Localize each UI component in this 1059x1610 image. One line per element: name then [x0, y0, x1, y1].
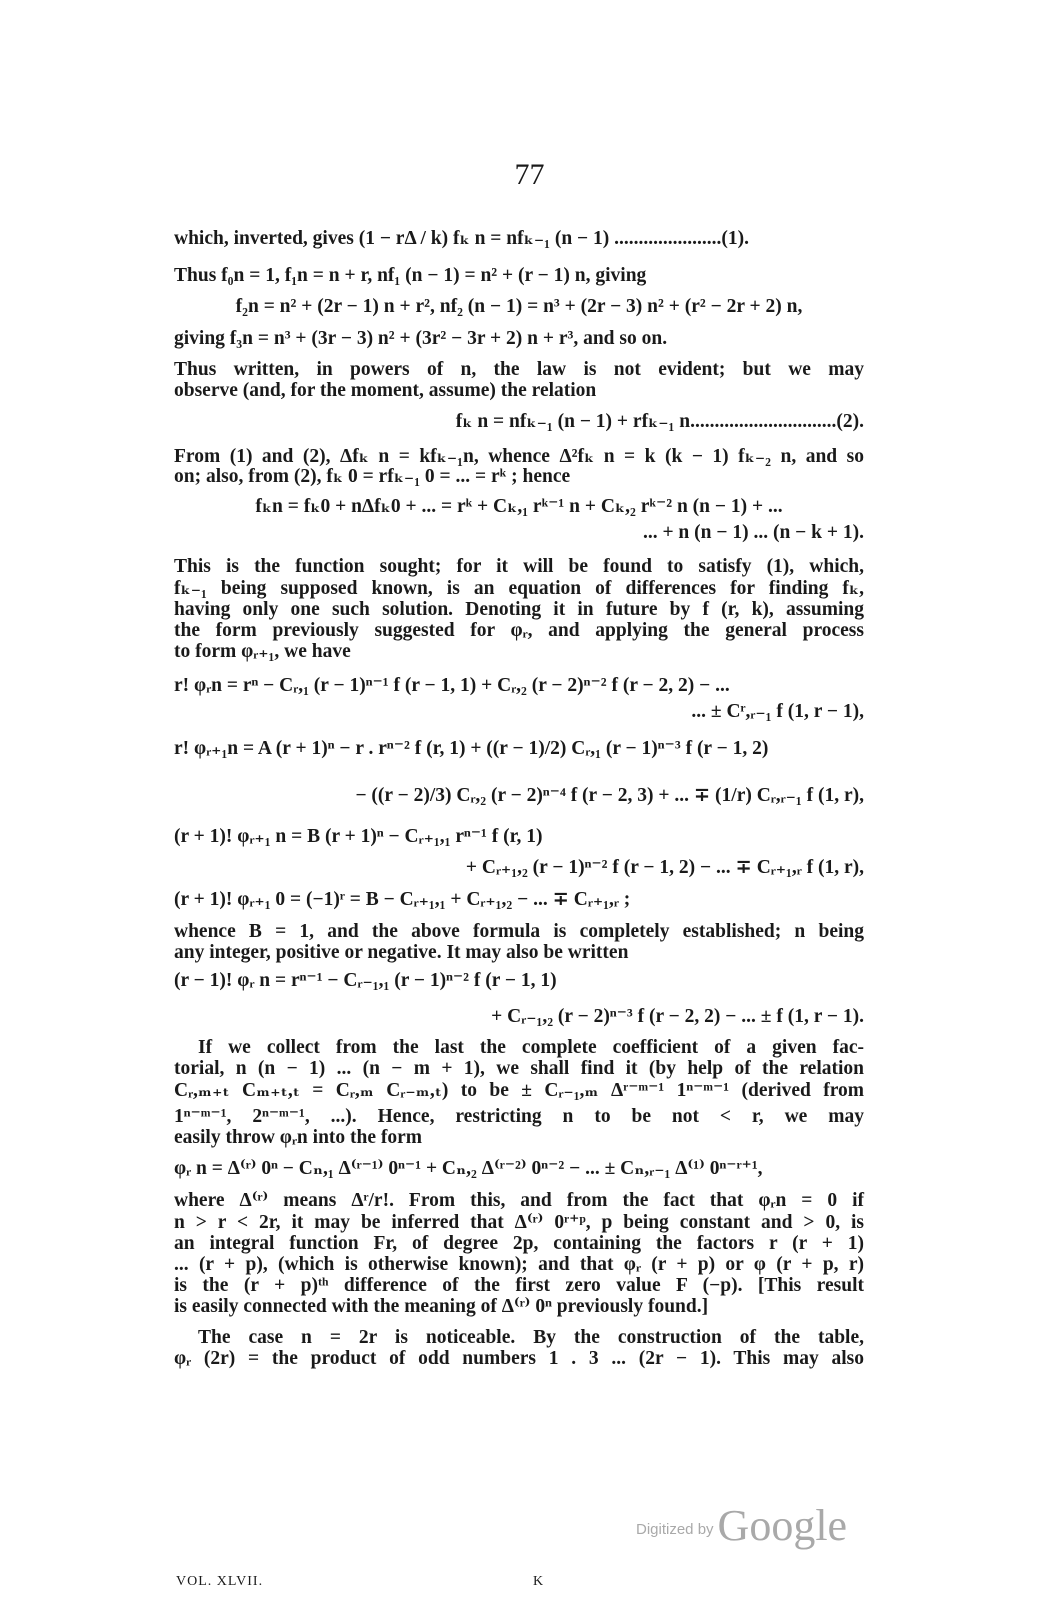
text-line: any integer, positive or negative. It may also be written [174, 942, 629, 963]
equation-line: ... ± Cʳ,ᵣ₋₁ f (1, r − 1), [691, 701, 864, 722]
signature-mark: K [533, 1574, 545, 1589]
equation-line: (r + 1)! φᵣ₊₁ 0 = (−1)ʳ = B − Cᵣ₊₁,₁ + Cᵣ₊₁,₂ − ... ∓ Cᵣ₊₁,ᵣ ; [174, 889, 631, 910]
text-line: torial, n (n − 1) ... (n − m + 1), we shall find it (by help of the relation [174, 1058, 864, 1079]
text-line: is the (r + p)ᵗʰ difference of the first zero value F (−p). [This result [174, 1275, 864, 1296]
text-line: where Δ⁽ʳ⁾ means Δʳ/r!. From this, and from the fact that φᵣn = 0 if [174, 1190, 864, 1211]
text-line: n > r < 2r, it may be inferred that Δ⁽ʳ⁾ 0ʳ⁺ᵖ, p being constant and > 0, is [174, 1212, 864, 1233]
watermark-prefix: Digitized by [636, 1521, 714, 1538]
text-line: ... (r + p), (which is otherwise known); and that φᵣ (r + p) or φ (r + p, r) [174, 1254, 864, 1275]
page-number: 77 [514, 158, 545, 191]
text-line: an integral function Fr, of degree 2p, containing the factors r (r + 1) [174, 1233, 864, 1254]
equation-line: f₂n = n² + (2r − 1) n + r², nf₂ (n − 1) = n³ + (2r − 3) n² + (r² − 2r + 2) n, [235, 296, 803, 317]
text-line: having only one such solution. Denoting it in future by f (r, k), assuming [174, 599, 864, 620]
text-line: Thus f₀n = 1, f₁n = n + r, nf₁ (n − 1) = n² + (r − 1) n, giving [174, 265, 647, 286]
equation-line: r! φᵣn = rⁿ − Cᵣ,₁ (r − 1)ⁿ⁻¹ f (r − 1, 1) + Cᵣ,₂ (r − 2)ⁿ⁻² f (r − 2, 2) − ... [174, 675, 730, 696]
equation-line: r! φᵣ₊₁n = A (r + 1)ⁿ − r . rⁿ⁻² f (r, 1) + ((r − 1)/2) Cᵣ,₁ (r − 1)ⁿ⁻³ f (r − 1, 2) [174, 738, 769, 759]
equation-line: φᵣ n = Δ⁽ʳ⁾ 0ⁿ − Cₙ,₁ Δ⁽ʳ⁻¹⁾ 0ⁿ⁻¹ + Cₙ,₂ Δ⁽ʳ⁻²⁾ 0ⁿ⁻² − ... ± Cₙ,ᵣ₋₁ Δ⁽¹⁾ 0ⁿ⁻ʳ⁺¹, [174, 1158, 763, 1179]
text-line: fₖ₋₁ being supposed known, is an equation of differences for finding fₖ, [174, 578, 864, 599]
text-line: whence B = 1, and the above formula is completely established; n being [174, 921, 864, 942]
equation-line: (r − 1)! φᵣ n = rⁿ⁻¹ − Cᵣ₋₁,₁ (r − 1)ⁿ⁻² f (r − 1, 1) [174, 970, 557, 991]
equation-line: ... + n (n − 1) ... (n − k + 1). [642, 522, 864, 543]
text-line: is easily connected with the meaning of Δ⁽ʳ⁾ 0ⁿ previously found.] [174, 1296, 709, 1317]
text-line: φᵣ (2r) = the product of odd numbers 1 . 3 ... (2r − 1). This may also [174, 1348, 864, 1369]
text-line: giving f₃n = n³ + (3r − 3) n² + (3r² − 3r + 2) n + r³, and so on. [174, 328, 668, 349]
text-line: The case n = 2r is noticeable. By the construction of the table, [198, 1327, 864, 1348]
equation-line: fₖn = fₖ0 + nΔfₖ0 + ... = rᵏ + Cₖ,₁ rᵏ⁻¹ n + Cₖ,₂ rᵏ⁻² n (n − 1) + ... [255, 496, 783, 517]
equation-line: + Cᵣ₋₁,₂ (r − 2)ⁿ⁻³ f (r − 2, 2) − ... ± f (1, r − 1). [491, 1006, 864, 1027]
text-line: Thus written, in powers of n, the law is not evident; but we may [174, 359, 864, 380]
text-line: If we collect from the last the complete coefficient of a given fac- [198, 1037, 864, 1058]
text-line: the form previously suggested for φᵣ, and applying the general process [174, 620, 864, 641]
text-line: which, inverted, gives (1 − rΔ / k) fₖ n = nfₖ₋₁ (n − 1) ......................(1). [174, 228, 750, 249]
equation-line: fₖ n = nfₖ₋₁ (n − 1) + rfₖ₋₁ n..............................(2). [455, 411, 864, 432]
volume-footer: VOL. XLVII. [176, 1574, 264, 1589]
text-line: on; also, from (2), fₖ 0 = rfₖ₋₁ 0 = ... = rᵏ ; hence [174, 466, 571, 487]
text-line: easily throw φᵣn into the form [174, 1127, 423, 1148]
text-line: 1ⁿ⁻ᵐ⁻¹, 2ⁿ⁻ᵐ⁻¹, ...). Hence, restricting n to be not < r, we may [174, 1106, 864, 1127]
equation-line: − ((r − 2)/3) Cᵣ,₂ (r − 2)ⁿ⁻⁴ f (r − 2, 3) + ... ∓ (1/r) Cᵣ,ᵣ₋₁ f (1, r), [355, 785, 864, 806]
text-line: observe (and, for the moment, assume) the relation [174, 380, 597, 401]
equation-line: (r + 1)! φᵣ₊₁ n = B (r + 1)ⁿ − Cᵣ₊₁,₁ rⁿ⁻¹ f (r, 1) [174, 826, 543, 847]
text-line: to form φᵣ₊₁, we have [174, 641, 351, 662]
watermark-brand: Google [717, 1501, 848, 1550]
digitized-watermark [636, 1500, 847, 1551]
text-line: This is the function sought; for it will be found to satisfy (1), which, [174, 556, 864, 577]
equation-line: + Cᵣ₊₁,₂ (r − 1)ⁿ⁻² f (r − 1, 2) − ... ∓ Cᵣ₊₁,ᵣ f (1, r), [465, 857, 864, 878]
text-line: From (1) and (2), Δfₖ n = kfₖ₋₁n, whence Δ²fₖ n = k (k − 1) fₖ₋₂ n, and so [174, 446, 864, 467]
text-line: Cᵣ,ₘ₊ₜ Cₘ₊ₜ,ₜ = Cᵣ,ₘ Cᵣ₋ₘ,ₜ) to be ± Cᵣ₋₁,ₘ Δʳ⁻ᵐ⁻¹ 1ⁿ⁻ᵐ⁻¹ (derived from [174, 1080, 864, 1101]
